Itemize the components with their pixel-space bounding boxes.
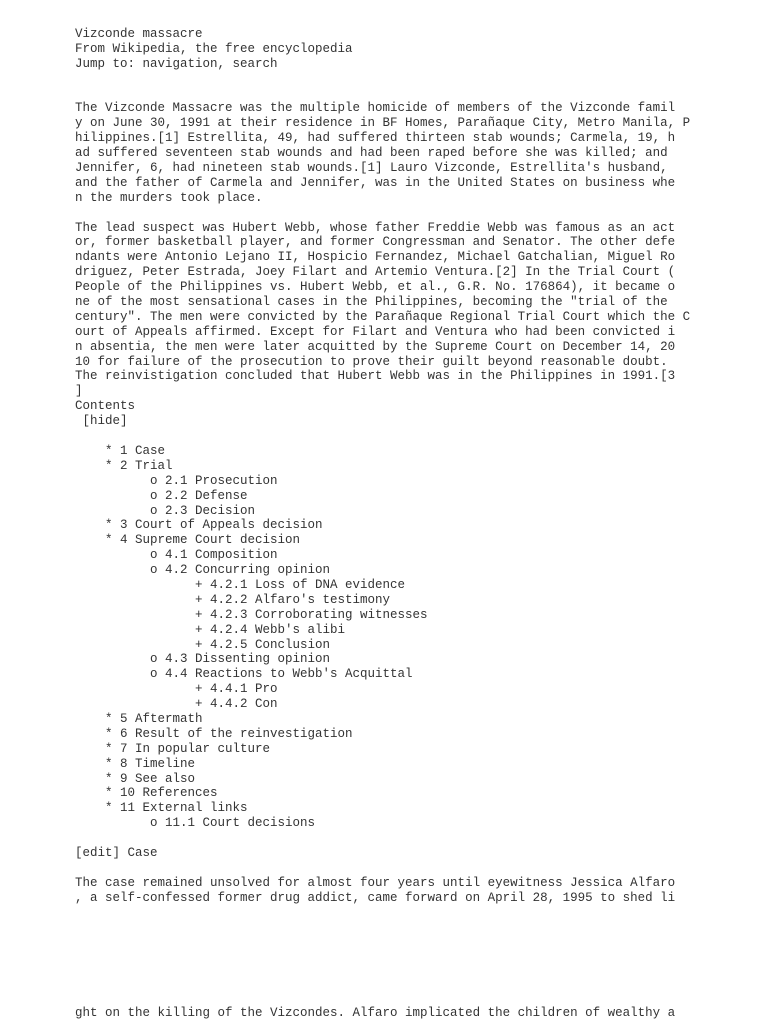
intro-paragraph <box>75 101 765 205</box>
spacer <box>75 429 765 444</box>
toc-item-conclusion[interactable]: + 4.2.5 Conclusion <box>75 637 331 652</box>
spacer <box>75 72 765 87</box>
lead-line: ourt of Appeals affirmed. Except for Filart and Ventura who had been convicted i <box>75 324 676 339</box>
toc-item-decision[interactable]: o 2.3 Decision <box>75 503 256 518</box>
lead-line: n absentia, the men were later acquitted by the Supreme Court on December 14, 20 <box>75 339 676 354</box>
toc-item-dna-evidence[interactable]: + 4.2.1 Loss of DNA evidence <box>75 577 406 592</box>
intro-line: The Vizconde Massacre was the multiple homicide of members of the Vizconde famil <box>75 101 676 116</box>
spacer <box>75 206 765 221</box>
section-heading-case[interactable]: [edit] Case <box>75 845 158 860</box>
lead-line: The reinvistigation concluded that Hubert Webb was in the Philippines in 1991.[3 <box>75 369 676 384</box>
toc-item-alfaro-testimony[interactable]: + 4.2.2 Alfaro's testimony <box>75 592 391 607</box>
toc-item-court-decisions[interactable]: o 11.1 Court decisions <box>75 816 316 831</box>
toc-item-aftermath[interactable]: * 5 Aftermath <box>75 711 203 726</box>
contents-hide-toggle[interactable]: [hide] <box>75 414 128 429</box>
toc-item-trial[interactable]: * 2 Trial <box>75 458 173 473</box>
case-section <box>75 846 765 906</box>
case-line: , a self-confessed former drug addict, came forward on April 28, 1995 to shed li <box>75 890 676 905</box>
jump-links[interactable]: Jump to: navigation, search <box>75 56 278 71</box>
intro-line: Jennifer, 6, had nineteen stab wounds.[1] Lauro Vizconde, Estrellita's husband, <box>75 161 668 176</box>
intro-line: and the father of Carmela and Jennifer, was in the United States on business whe <box>75 175 676 190</box>
intro-line: n the murders took place. <box>75 190 263 205</box>
lead-line: century". The men were convicted by the Parañaque Regional Trial Court which the C <box>75 309 691 324</box>
toc-item-prosecution[interactable]: o 2.1 Prosecution <box>75 473 278 488</box>
lead-paragraph <box>75 221 765 400</box>
intro-line: hilippines.[1] Estrellita, 49, had suffered thirteen stab wounds; Carmela, 19, h <box>75 131 676 146</box>
spacer <box>75 831 765 846</box>
toc-item-see-also[interactable]: * 9 See also <box>75 771 196 786</box>
document-body <box>75 27 765 906</box>
lead-line: The lead suspect was Hubert Webb, whose father Freddie Webb was famous as an act <box>75 220 676 235</box>
toc-item-court-of-appeals[interactable]: * 3 Court of Appeals decision <box>75 518 323 533</box>
toc-item-concurring-opinion[interactable]: o 4.2 Concurring opinion <box>75 563 331 578</box>
toc-item-reactions[interactable]: o 4.4 Reactions to Webb's Acquittal <box>75 667 413 682</box>
case-line-continued: ght on the killing of the Vizcondes. Alfaro implicated the children of wealthy a <box>75 1006 676 1020</box>
toc-item-case[interactable]: * 1 Case <box>75 443 166 458</box>
toc-item-con[interactable]: + 4.4.2 Con <box>75 697 278 712</box>
toc-item-dissenting-opinion[interactable]: o 4.3 Dissenting opinion <box>75 652 331 667</box>
lead-line: ne of the most sensational cases in the Philippines, becoming the "trial of the <box>75 295 668 310</box>
spacer <box>75 87 765 102</box>
lead-line: ndants were Antonio Lejano II, Hospicio Fernandez, Michael Gatchalian, Miguel Ro <box>75 250 676 265</box>
toc-item-webb-alibi[interactable]: + 4.2.4 Webb's alibi <box>75 622 346 637</box>
toc-item-defense[interactable]: o 2.2 Defense <box>75 488 248 503</box>
toc-item-pro[interactable]: + 4.4.1 Pro <box>75 682 278 697</box>
toc-item-timeline[interactable]: * 8 Timeline <box>75 756 196 771</box>
case-line: The case remained unsolved for almost four years until eyewitness Jessica Alfaro <box>75 875 676 890</box>
page-break-continuation <box>75 1006 765 1021</box>
contents-heading: Contents <box>75 399 136 414</box>
toc-item-external-links[interactable]: * 11 External links <box>75 801 248 816</box>
intro-line: y on June 30, 1991 at their residence in BF Homes, Parañaque City, Metro Manila, P <box>75 116 691 131</box>
lead-line: driguez, Peter Estrada, Joey Filart and Artemio Ventura.[2] In the Trial Court ( <box>75 265 676 280</box>
spacer <box>75 861 765 876</box>
toc-item-composition[interactable]: o 4.1 Composition <box>75 548 278 563</box>
page-title: Vizconde massacre <box>75 27 203 41</box>
lead-line: People of the Philippines vs. Hubert Webb, et al., G.R. No. 176864), it became o <box>75 280 676 295</box>
lead-line: ] <box>75 384 83 399</box>
contents-list <box>75 444 765 831</box>
intro-line: ad suffered seventeen stab wounds and had been raped before she was killed; and <box>75 146 668 161</box>
table-of-contents <box>75 399 765 831</box>
toc-item-reinvestigation[interactable]: * 6 Result of the reinvestigation <box>75 726 353 741</box>
toc-item-corroborating-witnesses[interactable]: + 4.2.3 Corroborating witnesses <box>75 607 428 622</box>
source-line: From Wikipedia, the free encyclopedia <box>75 41 353 56</box>
lead-line: or, former basketball player, and former Congressman and Senator. The other defe <box>75 235 676 250</box>
toc-item-references[interactable]: * 10 References <box>75 786 218 801</box>
toc-item-popular-culture[interactable]: * 7 In popular culture <box>75 741 271 756</box>
lead-line: 10 for failure of the prosecution to prove their guilt beyond reasonable doubt. <box>75 354 668 369</box>
toc-item-supreme-court[interactable]: * 4 Supreme Court decision <box>75 533 301 548</box>
